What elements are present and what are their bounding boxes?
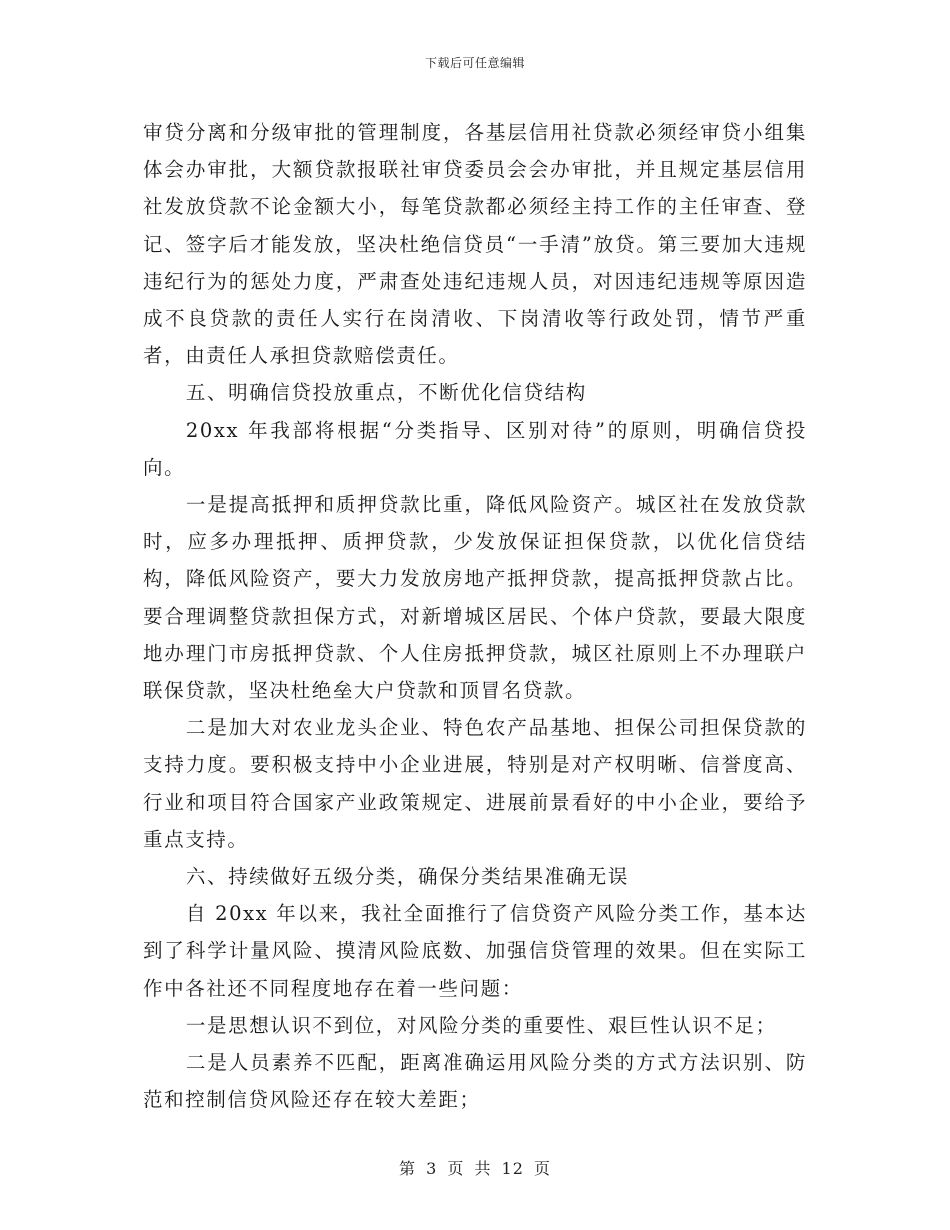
paragraph-continuation: 审贷分离和分级审批的管理制度，各基层信用社贷款必须经审贷小组集体会办审批，大额贷款报联社审贷委员会会办审批，并且规定基层信用社发放贷款不论金额大小，每笔贷款都必须经主持工作的主任审查、登记、签字后才能发放，坚决杜绝信贷员“一手清”放贷。第三要加大违规违纪行为的惩处力度，严肃查处违纪违规人员，对因违纪违规等原因造成不良贷款的责任人实行在岗清收、下岗清收等行政处罚，情节严重者，由责任人承担贷款赔偿责任。 [143,121,807,368]
page-header: 下载后可任意编辑 [424,56,525,70]
document-body [143,114,807,1118]
page-number-footer: 第 3 页 共 12 页 [399,1159,551,1178]
paragraph: 一是思想认识不到位，对风险分类的重要性、艰巨性认识不足； [185,1013,777,1037]
section-heading-six: 六、持续做好五级分类，确保分类结果准确无误 [185,865,629,889]
paragraph: 自 20xx 年以来，我社全面推行了信贷资产风险分类工作，基本达到了科学计量风险、摸清风险底数、加强信贷管理的效果。但在实际工作中各社还不同程度地存在着一些问题： [143,902,807,1000]
paragraph: 一是提高抵押和质押贷款比重，降低风险资产。城区社在发放贷款时，应多办理抵押、质押贷款，少发放保证担保贷款，以优化信贷结构，降低风险资产，要大力发放房地产抵押贷款，提高抵押贷款占比。要合理调整贷款担保方式，对新增城区居民、个体户贷款，要最大限度地办理门市房抵押贷款、个人住房抵押贷款，城区社原则上不办理联户联保贷款，坚决杜绝垒大户贷款和顶冒名贷款。 [143,493,807,703]
paragraph: 20xx 年我部将根据“分类指导、区别对待”的原则，明确信贷投向。 [143,418,807,479]
paragraph: 二是人员素养不匹配，距离准确运用风险分类的方式方法识别、防范和控制信贷风险还存在较大差距； [143,1051,807,1112]
paragraph: 二是加大对农业龙头企业、特色农产品基地、担保公司担保贷款的支持力度。要积极支持中小企业进展，特别是对产权明晰、信誉度高、行业和项目符合国家产业政策规定、进展前景看好的中小企业，要给予重点支持。 [143,716,807,851]
section-heading-five: 五、明确信贷投放重点，不断优化信贷结构 [185,381,587,405]
